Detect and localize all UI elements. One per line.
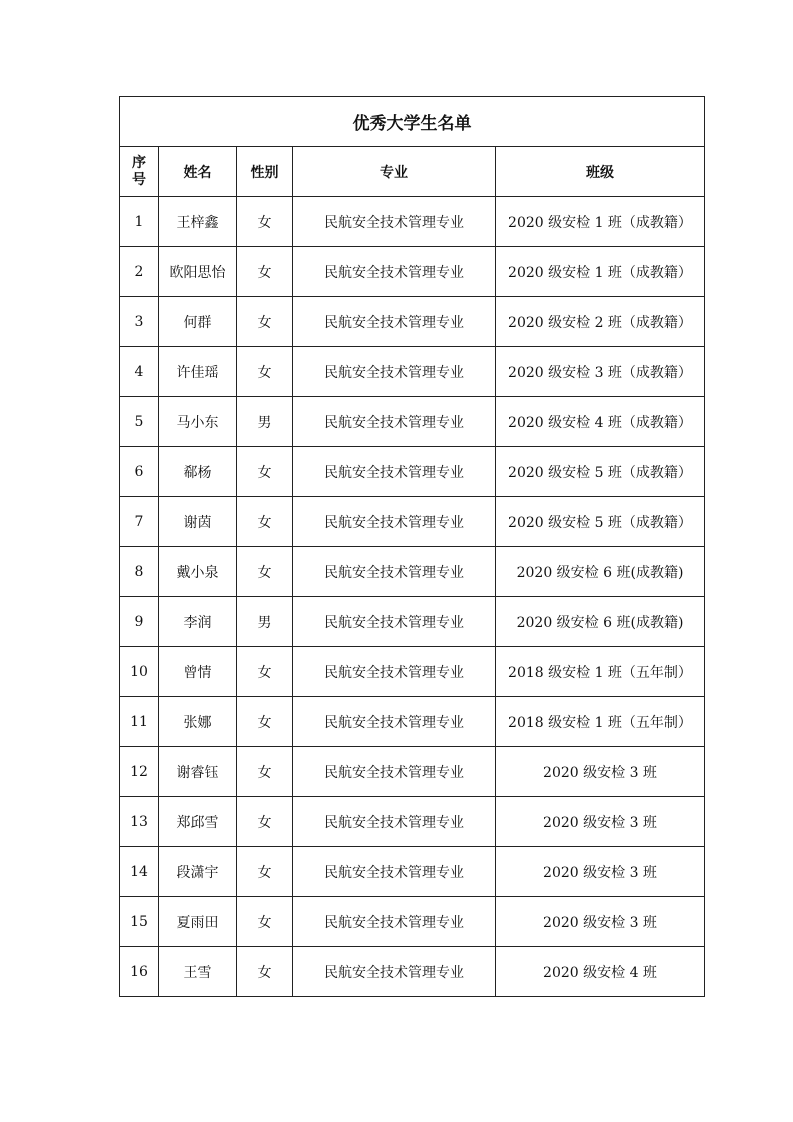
- cell-major: 民航安全技术管理专业: [293, 247, 496, 297]
- cell-class: 2020 级安检 3 班（成教籍）: [496, 347, 705, 397]
- cell-class: 2018 级安检 1 班（五年制）: [496, 647, 705, 697]
- table-row: [120, 397, 705, 447]
- cell-major: 民航安全技术管理专业: [293, 347, 496, 397]
- table-row: [120, 597, 705, 647]
- cell-major: 民航安全技术管理专业: [293, 897, 496, 947]
- cell-gender: 女: [237, 547, 293, 597]
- cell-name: 张娜: [159, 697, 237, 747]
- table-body: [120, 197, 705, 997]
- cell-class: 2020 级安检 6 班(成教籍): [496, 597, 705, 647]
- cell-seq: 12: [120, 747, 159, 797]
- cell-name: 谢茵: [159, 497, 237, 547]
- cell-major: 民航安全技术管理专业: [293, 197, 496, 247]
- cell-name: 马小东: [159, 397, 237, 447]
- cell-gender: 女: [237, 297, 293, 347]
- cell-class: 2018 级安检 1 班（五年制）: [496, 697, 705, 747]
- table-row: [120, 447, 705, 497]
- student-list-table: [119, 96, 705, 997]
- cell-name: 许佳瑶: [159, 347, 237, 397]
- cell-gender: 女: [237, 197, 293, 247]
- cell-class: 2020 级安检 2 班（成教籍）: [496, 297, 705, 347]
- cell-major: 民航安全技术管理专业: [293, 497, 496, 547]
- table-row: [120, 747, 705, 797]
- cell-name: 李润: [159, 597, 237, 647]
- cell-name: 夏雨田: [159, 897, 237, 947]
- cell-seq: 11: [120, 697, 159, 747]
- cell-seq: 2: [120, 247, 159, 297]
- cell-seq: 13: [120, 797, 159, 847]
- cell-name: 曾情: [159, 647, 237, 697]
- header-seq-line2: 号: [132, 171, 146, 188]
- cell-name: 王梓鑫: [159, 197, 237, 247]
- cell-major: 民航安全技术管理专业: [293, 797, 496, 847]
- cell-name: 谢睿钰: [159, 747, 237, 797]
- cell-gender: 女: [237, 747, 293, 797]
- cell-name: 戴小泉: [159, 547, 237, 597]
- cell-seq: 14: [120, 847, 159, 897]
- table-row: [120, 647, 705, 697]
- cell-gender: 男: [237, 397, 293, 447]
- cell-major: 民航安全技术管理专业: [293, 847, 496, 897]
- cell-major: 民航安全技术管理专业: [293, 447, 496, 497]
- cell-class: 2020 级安检 1 班（成教籍）: [496, 197, 705, 247]
- header-name: 姓名: [159, 147, 237, 197]
- cell-name: 郗杨: [159, 447, 237, 497]
- cell-major: 民航安全技术管理专业: [293, 747, 496, 797]
- cell-gender: 女: [237, 847, 293, 897]
- cell-seq: 3: [120, 297, 159, 347]
- cell-major: 民航安全技术管理专业: [293, 547, 496, 597]
- table-row: [120, 897, 705, 947]
- cell-class: 2020 级安检 5 班（成教籍）: [496, 497, 705, 547]
- cell-gender: 女: [237, 247, 293, 297]
- table-title: 优秀大学生名单: [120, 97, 705, 147]
- cell-gender: 女: [237, 497, 293, 547]
- table-row: [120, 297, 705, 347]
- table-row: [120, 947, 705, 997]
- table-row: [120, 197, 705, 247]
- cell-major: 民航安全技术管理专业: [293, 597, 496, 647]
- table-row: [120, 797, 705, 847]
- cell-class: 2020 级安检 3 班: [496, 897, 705, 947]
- cell-gender: 女: [237, 797, 293, 847]
- cell-class: 2020 级安检 4 班: [496, 947, 705, 997]
- cell-gender: 女: [237, 447, 293, 497]
- cell-major: 民航安全技术管理专业: [293, 947, 496, 997]
- table-row: [120, 847, 705, 897]
- table-row: [120, 697, 705, 747]
- cell-name: 欧阳思怡: [159, 247, 237, 297]
- cell-seq: 7: [120, 497, 159, 547]
- table-header-row: [120, 147, 705, 197]
- cell-class: 2020 级安检 4 班（成教籍）: [496, 397, 705, 447]
- cell-seq: 5: [120, 397, 159, 447]
- table-title-row: [120, 97, 705, 147]
- cell-seq: 16: [120, 947, 159, 997]
- header-major: 专业: [293, 147, 496, 197]
- cell-gender: 女: [237, 647, 293, 697]
- cell-seq: 9: [120, 597, 159, 647]
- cell-seq: 1: [120, 197, 159, 247]
- cell-major: 民航安全技术管理专业: [293, 397, 496, 447]
- cell-gender: 女: [237, 697, 293, 747]
- cell-name: 王雪: [159, 947, 237, 997]
- cell-seq: 15: [120, 897, 159, 947]
- cell-class: 2020 级安检 1 班（成教籍）: [496, 247, 705, 297]
- cell-seq: 10: [120, 647, 159, 697]
- cell-seq: 4: [120, 347, 159, 397]
- cell-gender: 男: [237, 597, 293, 647]
- cell-class: 2020 级安检 3 班: [496, 847, 705, 897]
- header-class: 班级: [496, 147, 705, 197]
- header-seq: [120, 147, 159, 197]
- cell-seq: 6: [120, 447, 159, 497]
- cell-major: 民航安全技术管理专业: [293, 647, 496, 697]
- table-row: [120, 497, 705, 547]
- cell-class: 2020 级安检 3 班: [496, 797, 705, 847]
- cell-class: 2020 级安检 5 班（成教籍）: [496, 447, 705, 497]
- cell-gender: 女: [237, 347, 293, 397]
- table-row: [120, 347, 705, 397]
- cell-name: 郑邱雪: [159, 797, 237, 847]
- table-row: [120, 547, 705, 597]
- header-gender: 性别: [237, 147, 293, 197]
- cell-gender: 女: [237, 947, 293, 997]
- table-row: [120, 247, 705, 297]
- cell-seq: 8: [120, 547, 159, 597]
- cell-class: 2020 级安检 6 班(成教籍): [496, 547, 705, 597]
- cell-major: 民航安全技术管理专业: [293, 697, 496, 747]
- cell-name: 何群: [159, 297, 237, 347]
- cell-name: 段潇宇: [159, 847, 237, 897]
- cell-class: 2020 级安检 3 班: [496, 747, 705, 797]
- header-seq-line1: 序: [132, 154, 146, 171]
- cell-gender: 女: [237, 897, 293, 947]
- cell-major: 民航安全技术管理专业: [293, 297, 496, 347]
